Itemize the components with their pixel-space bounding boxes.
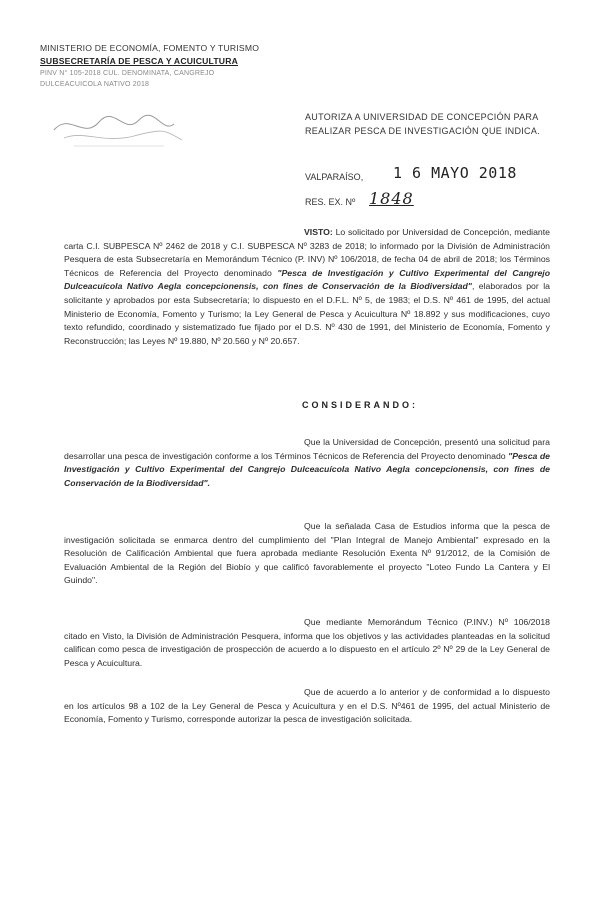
considerando-heading: CONSIDERANDO: xyxy=(302,400,419,410)
handwritten-signature-icon xyxy=(44,100,194,158)
resolution-number-line xyxy=(305,189,505,213)
city-label: VALPARAÍSO, xyxy=(305,172,364,182)
visto-label: VISTO: xyxy=(304,227,333,237)
considerando-1-project-title: "Pesca de Investigación y Cultivo Experimental del Cangrejo Dulceacuícola Nativo Aegla concepcionensis, con fines de Conservación de la Biodiversidad". xyxy=(64,450,550,488)
considerando-paragraph-4 xyxy=(64,686,550,727)
considerando-paragraph-3 xyxy=(64,616,550,670)
considerando-2-text: Que la señalada Casa de Estudios informa que la pesca de investigación solicitada se enmarca dentro del cumplimiento del "Plan Integral de Manejo Ambiental" expresado en la Resolución de Calificación Ambiental que fuera aprobada mediante Resolución Exenta Nº 91/2012, de la Comisión de Evaluación Ambiental de la Región del Biobío y que calificó favorablemente el proyecto "Loteo Fundo La Cantera y El Guindo". xyxy=(64,521,550,586)
considerando-paragraph-2 xyxy=(64,520,550,588)
resolution-number: 1848 xyxy=(369,189,414,208)
visto-paragraph xyxy=(64,226,550,348)
visto-project-title: "Pesca de Investigación y Cultivo Experimental del Cangrejo Dulceacuícola Nativo Aegla concepcionensis, con fines de Conservación de la Biodiversidad" xyxy=(64,267,551,292)
considerando-paragraph-1 xyxy=(64,436,550,490)
resolution-subject: AUTORIZA A UNIVERSIDAD DE CONCEPCIÓN PARA REALIZAR PESCA DE INVESTIGACIÓN QUE INDICA. xyxy=(305,112,540,136)
considerando-4-text: Que de acuerdo a lo anterior y de conformidad a lo dispuesto en los artículos 98 a 102 de la Ley General de Pesca y Acuicultura y en el D.S. Nº461 de 1995, del actual Ministerio de Economía, Fomento y Turismo, corresponde autorizar la pesca de investigación solicitada. xyxy=(64,687,550,725)
date-line xyxy=(305,164,565,190)
letterhead xyxy=(40,42,259,90)
undersecretariat-name: SUBSECRETARÍA DE PESCA Y ACUICULTURA xyxy=(40,56,239,66)
date-stamp: 1 6 MAYO 2018 xyxy=(393,164,517,182)
considerando-3-text: Que mediante Memorándum Técnico (P.INV.) Nº 106/2018 citado en Visto, la División de Administración Pesquera, informa que los objetivos y las actividades planteadas en la solicitud califican como pesca de investigación de prospección de acuerdo a lo dispuesto en el artículo 2º Nº 29 de la Ley General de Pesca y Acuicultura. xyxy=(64,617,550,668)
ministry-name: MINISTERIO DE ECONOMÍA, FOMENTO Y TURISMO xyxy=(40,43,260,53)
file-code-line: PINV N° 105-2018 CUL. DENOMINATA, CANGREJO xyxy=(40,70,215,77)
visto-text-1: Lo solicitado por Universidad de Concepción, mediante carta C.I. SUBPESCA Nº 2462 de 2018 y C.I. SUBPESCA Nº 3283 de 2018; lo informado por la División de Administración Pesquera de esta Subsecretaría en Memorándum Técnico (P. INV) Nº 106/2018, de fecha 04 de abril de 2018; los Términos Técnicos de Referencia del Proyecto denominado xyxy=(64,227,550,278)
file-code-line-2: DULCEACUICOLA NATIVO 2018 xyxy=(40,81,150,88)
visto-text-2: , elaborados por la solicitante y aprobados por esta Subsecretaría; lo dispuesto en el D.F.L. Nº 5, de 1983; el D.S. Nº 461 de 1995, del actual Ministerio de Economía, Fomento y Turismo; la Ley General de Pesca y Acuicultura Nº 18.892 y sus modificaciones, cuyo texto refundido, coordinado y sistematizado fue fijado por el D.S. Nº 430 de 1991, del Ministerio de Economía, Fomento y Reconstrucción; las Leyes Nº 19.880, Nº 20.560 y Nº 20.657. xyxy=(64,281,550,346)
resolution-number-label: RES. EX. Nº xyxy=(305,197,356,207)
considerando-1-text: Que la Universidad de Concepción, presentó una solicitud para desarrollar una pesca de investigación conforme a los Términos Técnicos de Referencia del Proyecto denominado xyxy=(64,437,550,461)
